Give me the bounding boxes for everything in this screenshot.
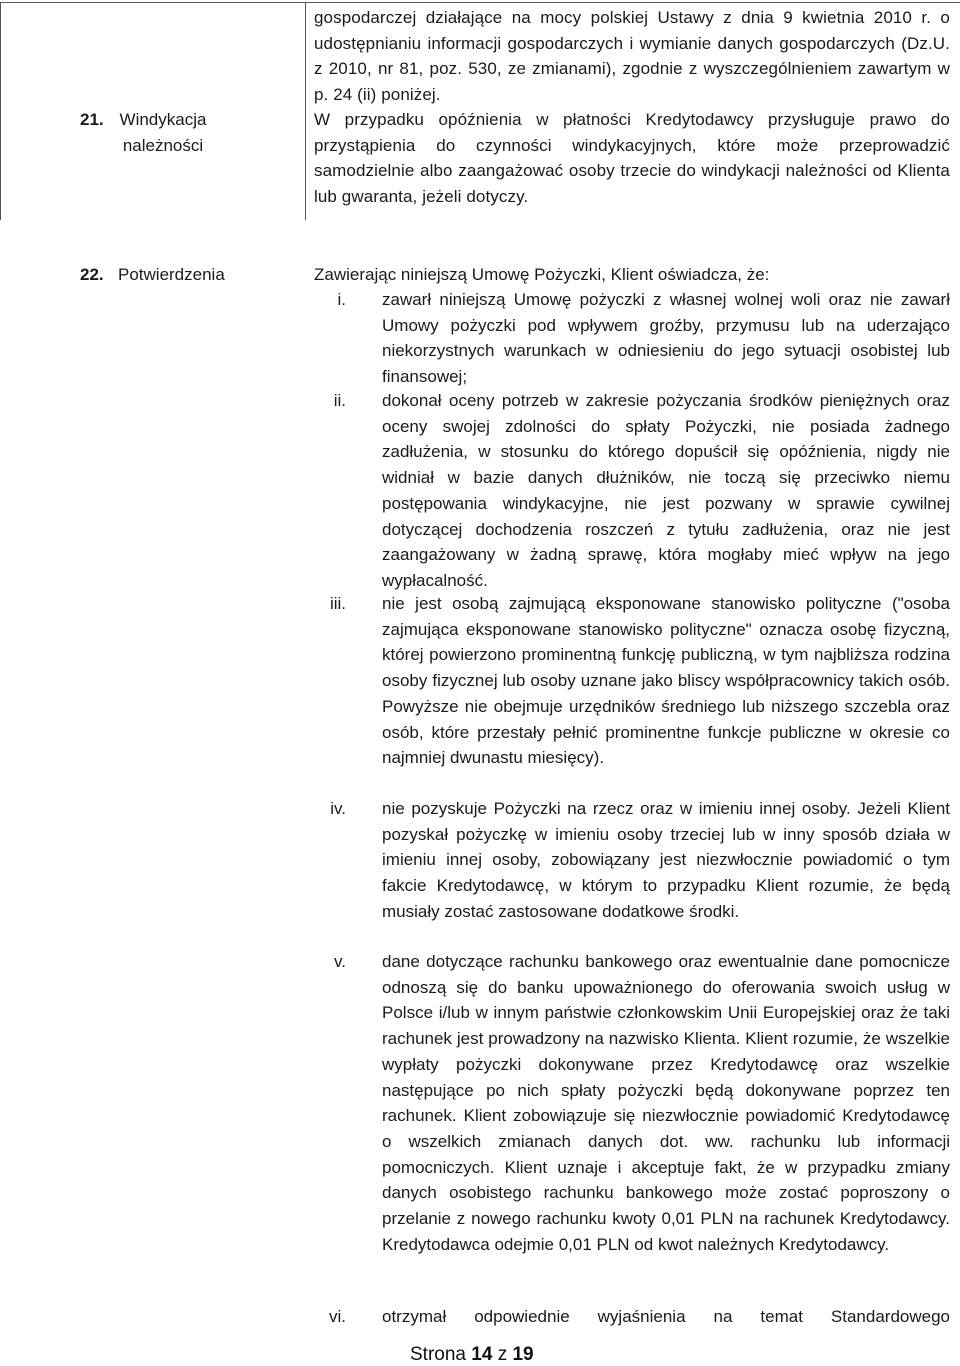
table-border-left xyxy=(0,2,1,220)
list-item-text: otrzymał odpowiednie wyjaśnienia na temat Standardowego xyxy=(382,1307,950,1326)
list-item-number: i. xyxy=(337,290,346,309)
page-separator: z xyxy=(497,1344,508,1365)
section-21-body: W przypadku opóźnienia w płatności Kredytodawcy przysługuje prawo do przystąpienia do czynności windykacyjnych, które może przeprowadzić samodzielnie albo zaangażować osoby trzecie do windykacji należności od Klienta lub gwaranta, jeżeli dotyczy. xyxy=(314,110,950,207)
intro-paragraph: gospodarczej działające na mocy polskiej Ustawy z dnia 9 kwietnia 2010 r. o udostępnianiu informacji gospodarczych i wymianie danych gospodarczych (Dz.U. z 2010, nr 81, poz. 530, ze zmianami), zgodnie z wyszczególnieniem zawartym w p. 24 (ii) poniżej. xyxy=(314,8,950,105)
table-border-middle xyxy=(305,2,306,220)
section-22-title: Potwierdzenia xyxy=(118,265,225,284)
section-21-title-line2: należności xyxy=(122,135,204,155)
list-item-number: v. xyxy=(334,952,346,971)
list-item-number: iii. xyxy=(329,594,346,613)
section-21-title xyxy=(108,107,218,158)
list-item-text: zawarł niniejszą Umowę pożyczki z własnej wolnej woli oraz nie zawarł Umowy pożyczki pod wpływem groźby, przymusu lub na uderzająco niekorzystnych warunkach w odniesieniu do jego sytuacji osobistej lub finansowej; xyxy=(382,290,950,387)
section-22-number: 22. xyxy=(80,265,104,284)
section-21-number: 21. xyxy=(80,110,104,129)
list-item-text: nie jest osobą zajmującą eksponowane stanowisko polityczne ("osoba zajmująca eksponowane stanowisko polityczne" oznacza osobę fizyczną, której powierzono prominentną funkcję publiczną, w tym najbliższa rodzina osoby fizycznej lub osoby uznane jako bliscy współpracownicy takich osób. Powyższe nie obejmuje urzędników średniego lub niższego szczebla oraz osób, które przestały pełnić prominentne funkcje publiczne w okresie co najmniej dwunastu miesięcy). xyxy=(382,594,950,768)
section-21-title-line1: Windykacja xyxy=(119,110,207,129)
list-item-text: nie pozyskuje Pożyczki na rzecz oraz w imieniu innej osoby. Jeżeli Klient pozyskał pożyczkę w imieniu osoby trzeciej lub w inny sposób działa w imieniu innej osoby, zobowiązany jest niezwłocznie powiadomić o tym fakcie Kredytodawcę, w którym to przypadku Klient rozumie, że będą musiały zostać zastosowane dodatkowe środki. xyxy=(382,799,950,921)
list-item-number: ii. xyxy=(333,391,346,410)
list-item-text: dokonał oceny potrzeb w zakresie pożyczania środków pieniężnych oraz oceny swojej zdolności do spłaty Pożyczki, nie posiada żadnego zadłużenia, w stosunku do którego dopuścił się opóźnienia, nigdy nie widniał w bazie danych dłużników, nie toczą się przeciwko niemu postępowania windykacyjne, nie jest pozwany w sprawie cywilnej dotyczącej dochodzenia roszczeń z tytułu zadłużenia, oraz nie jest zaangażowany w żadną sprawę, która mogłaby mieć wpływ na jego wypłacalność. xyxy=(382,391,950,590)
page-label: Strona xyxy=(410,1344,466,1365)
total-pages: 19 xyxy=(512,1344,534,1365)
table-border-top xyxy=(0,2,960,3)
current-page: 14 xyxy=(471,1344,493,1365)
section-22-lead: Zawierając niniejszą Umowę Pożyczki, Klient oświadcza, że: xyxy=(314,265,770,284)
list-item-text: dane dotyczące rachunku bankowego oraz ewentualnie dane pomocnicze odnoszą się do banku upoważnionego do oferowania swoich usług w Polsce i/lub w innym państwie członkowskim Unii Europejskiej oraz że taki rachunek jest prowadzony na nazwisko Klienta. Klient rozumie, że wszelkie wypłaty pożyczki dokonywane przez Kredytodawcę oraz wszelkie następujące po nich spłaty pożyczki będą dokonywane poprzez ten rachunek. Klient zobowiązuje się niezwłocznie powiadomić Kredytodawcę o wszelkich zmianach danych dot. ww. rachunku lub informacji pomocniczych. Klient uznaje i akceptuje fakt, że w przypadku zmiany danych osobistego rachunku bankowego może zostać poproszony o przelanie z nowego rachunku kwoty 0,01 PLN na rachunek Kredytodawcy. Kredytodawca odejmie 0,01 PLN od kwot należnych Kredytodawcy. xyxy=(382,952,950,1254)
page-number-footer xyxy=(410,1344,534,1366)
list-item-number: iv. xyxy=(330,799,346,818)
list-item-number: vi. xyxy=(329,1307,346,1326)
